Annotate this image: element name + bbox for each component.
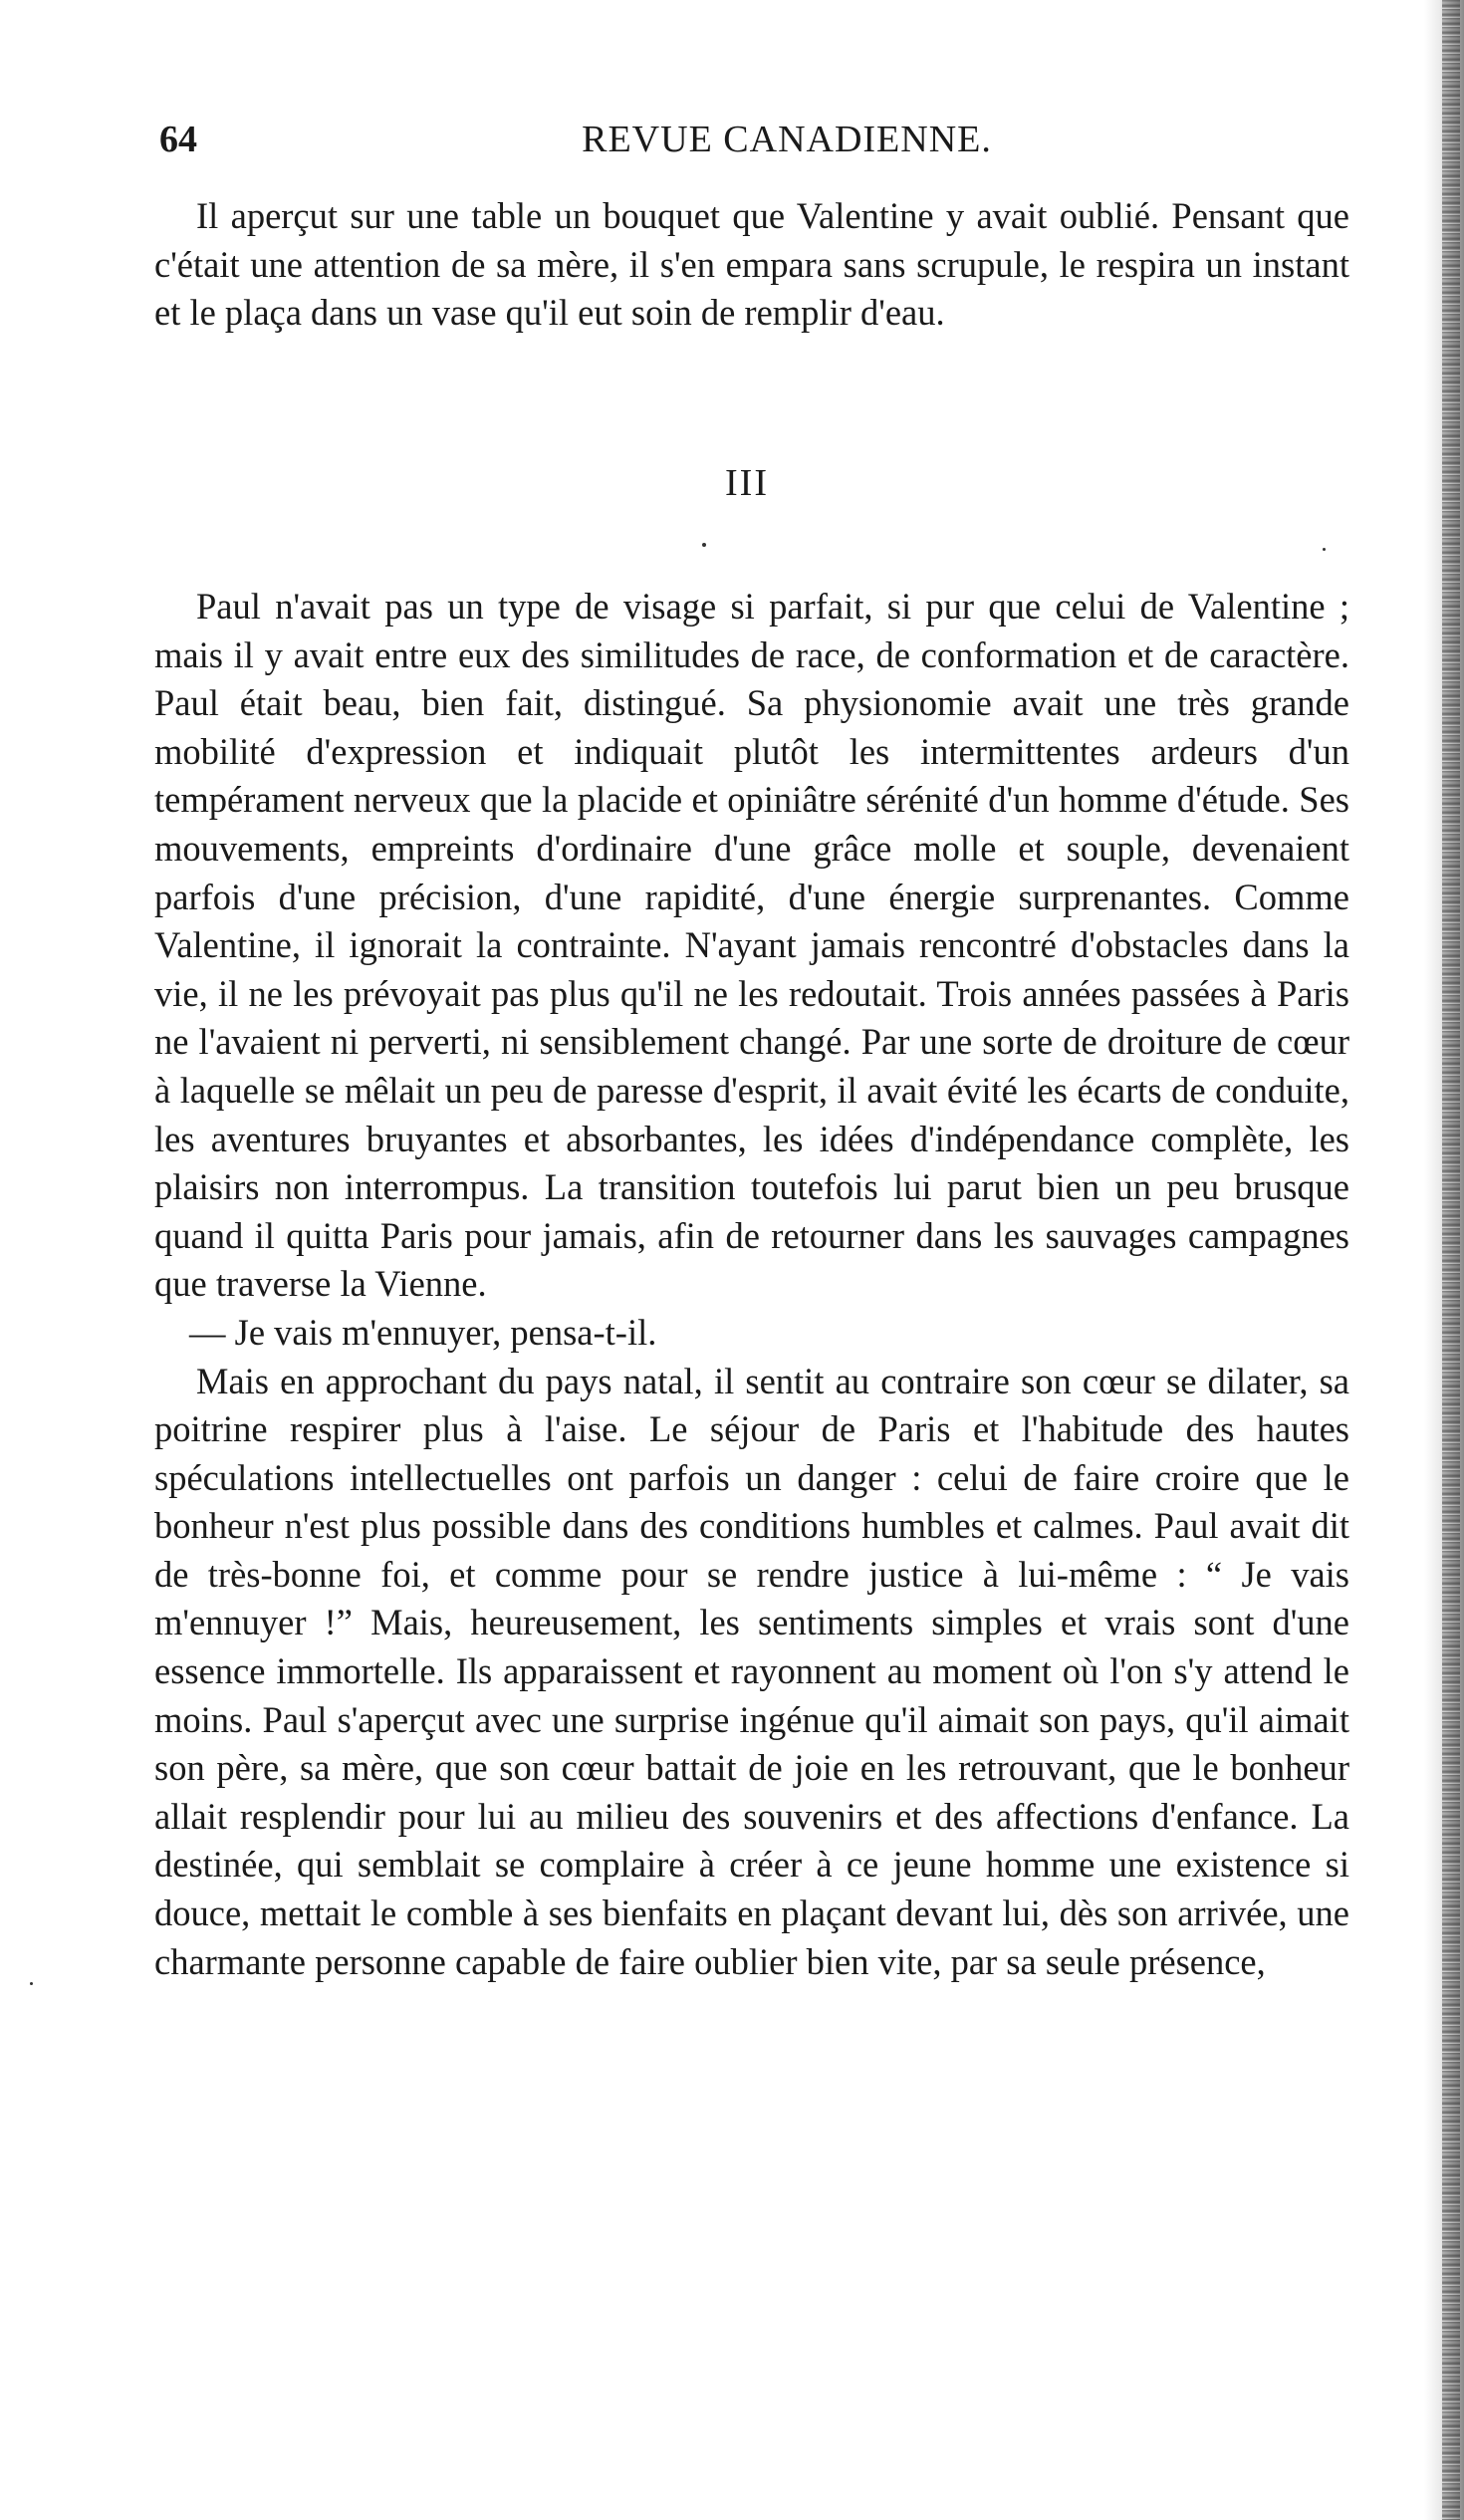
paragraph: Paul n'avait pas un type de visage si parfait, si pur que celui de Valentine ; mais il y avait entre eux des similitudes de race, de conformation et de caractère. Paul était beau, bien fait, distingué. Sa physionomie avait une très grande mobilité d'expression et indiquait plutôt les intermittentes ardeurs d'un tempérament nerveux que la placide et opiniâtre sérénité d'un homme d'étude. Ses mouvements, empreints d'ordinaire d'une grâce molle et souple, devenaient parfois d'une précision, d'une rapidité, d'une énergie surprenantes. Comme Valentine, il ignorait la contrainte. N'ayant jamais rencontré d'obstacles dans la vie, il ne les prévoyait pas plus qu'il ne les redoutait. Trois années passées à Paris ne l'avaient ni perverti, ni sensiblement changé. Par une sorte de droiture de cœur à laquelle se mêlait un peu de paresse d'esprit, il avait évité les écarts de conduite, les aventures bruyantes et absorbantes, les idées d'indépendance complète, les plaisirs non interrompus. La transition toutefois lui parut bien un peu brusque quand il quitta Paris pour jamais, afin de retourner dans les sauvages campagnes que traverse la Vienne. bbox=[154, 586, 1349, 1305]
print-speck bbox=[30, 1982, 33, 1985]
text-block-section-iii bbox=[154, 583, 1349, 1986]
text-block-before-section bbox=[154, 192, 1349, 338]
page-header bbox=[159, 118, 1344, 167]
page-edge-texture bbox=[1442, 0, 1460, 2520]
paragraph: Mais en approchant du pays natal, il sentit au contraire son cœur se dilater, sa poitrine respirer plus à l'aise. Le séjour de Paris et l'habitude des hautes spéculations intellectuelles ont parfois un danger : celui de faire croire que le bonheur n'est plus possible dans des conditions humbles et calmes. Paul avait dit de très-bonne foi, et comme pour se rendre justice à lui-même : “ Je vais m'ennuyer !” Mais, heureusement, les sentiments simples et vrais sont d'une essence immortelle. Ils apparaissent et rayonnent au moment où l'on s'y attend le moins. Paul s'aperçut avec une surprise ingénue qu'il aimait son pays, qu'il aimait son père, sa mère, que son cœur battait de joie en les retrouvant, que le bonheur allait resplendir pour lui au milieu des souvenirs et des affections d'enfance. La destinée, qui semblait se complaire à créer à ce jeune homme une existence si douce, mettait le comble à ses bienfaits en plaçant devant lui, dès son arrivée, une charmante personne capable de faire oublier bien vite, par sa seule présence, bbox=[154, 1360, 1349, 1982]
running-head: REVUE CANADIENNE. bbox=[582, 119, 992, 160]
page-number: 64 bbox=[159, 119, 197, 160]
section-heading: III bbox=[725, 462, 769, 504]
paragraph: Il aperçut sur une table un bouquet que Valentine y avait oublié. Pensant que c'était une attention de sa mère, il s'en empara sans scrupule, le respira un instant et le plaça dans un vase qu'il eut soin de remplir d'eau. bbox=[154, 195, 1349, 334]
print-speck bbox=[702, 543, 706, 547]
dialogue-line: — Je vais m'ennuyer, pensa-t-il. bbox=[189, 1311, 657, 1353]
print-speck bbox=[1323, 548, 1326, 551]
